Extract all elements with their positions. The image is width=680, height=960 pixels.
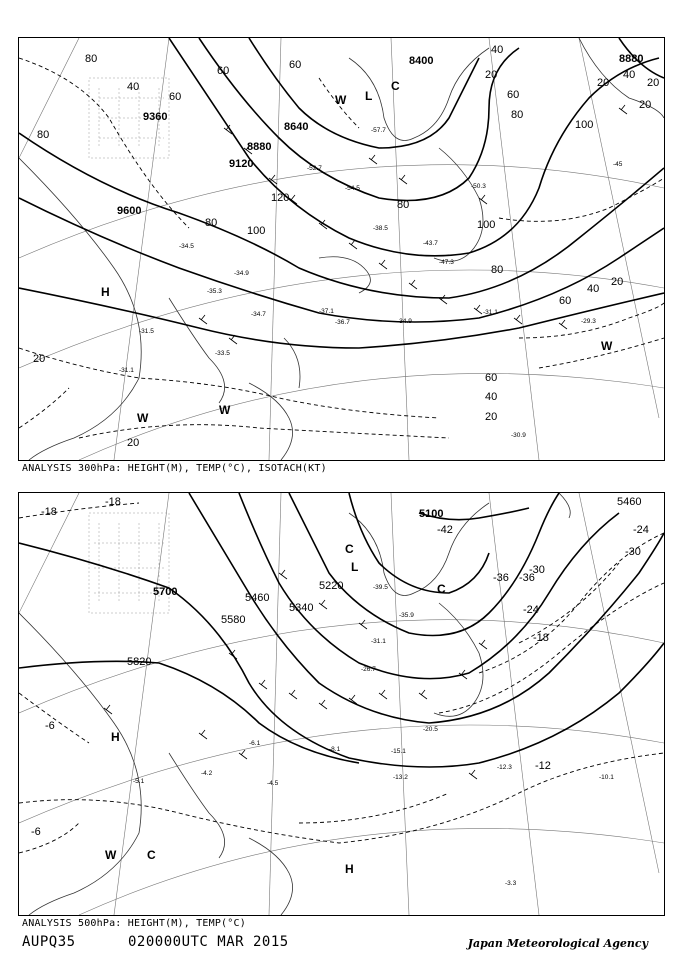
isotherm-label: -24: [633, 524, 649, 536]
warm-symbol: W: [137, 411, 149, 425]
low-pressure-symbol: L: [365, 89, 373, 103]
temperature-value: -36.7: [335, 319, 350, 326]
isotach-label: 120: [271, 192, 290, 204]
temperature-value: -5.1: [133, 778, 145, 785]
isotach-label: 60: [289, 59, 302, 71]
isotach-label: 100: [575, 119, 594, 131]
temperature-value: -45: [613, 161, 623, 168]
temperature-value: -34.9: [397, 318, 412, 325]
cold-symbol: C: [345, 542, 354, 556]
chart-caption-300hpa: ANALYSIS 300hPa: HEIGHT(M), TEMP(°C), ISOTACH(KT): [22, 463, 327, 474]
isotach-label: 20: [33, 353, 46, 365]
chart-caption-500hpa: ANALYSIS 500hPa: HEIGHT(M), TEMP(°C): [22, 918, 246, 929]
isotach-label: 20: [127, 437, 140, 449]
temperature-value: -6.1: [249, 740, 261, 747]
isotherm-label: -42: [437, 524, 453, 536]
cold-symbol: C: [147, 848, 156, 862]
temperature-value: -4.2: [201, 770, 213, 777]
temperature-value: -8.1: [329, 746, 341, 753]
height-label: 8640: [284, 121, 309, 133]
temperature-value: -52.7: [307, 165, 322, 172]
chart-300hpa: [18, 37, 665, 461]
high-pressure-symbol: H: [345, 862, 354, 876]
height-label: 9120: [229, 158, 254, 170]
isotach-label: 40: [491, 44, 504, 56]
isotach-label: 60: [169, 91, 182, 103]
isotherm-contours-500: [19, 503, 664, 853]
isotach-label: 20: [647, 77, 660, 89]
temperature-value: -34.5: [179, 243, 194, 250]
isotach-label: 20: [485, 69, 498, 81]
isotach-label: 100: [247, 225, 266, 237]
temperature-value: -35.3: [207, 288, 222, 295]
temperature-value: -39.5: [373, 584, 388, 591]
temperature-value: -31.1: [483, 309, 498, 316]
isotach-label: 60: [485, 372, 498, 384]
isotherm-label: -36: [519, 572, 535, 584]
isotach-label: 80: [491, 264, 504, 276]
isotherm-label: -18: [105, 496, 121, 508]
warm-symbol: W: [601, 339, 613, 353]
isotherm-label: -18: [533, 632, 549, 644]
temperature-value: -47.3: [439, 259, 454, 266]
temperature-value: -57.7: [371, 127, 386, 134]
warm-symbol: W: [335, 93, 347, 107]
temperature-value: -15.1: [391, 748, 406, 755]
isotach-label: 20: [597, 77, 610, 89]
isotach-label: 80: [85, 53, 98, 65]
isotach-label: 80: [37, 129, 50, 141]
temperature-value: -34.7: [251, 311, 266, 318]
temperature-value: -31.1: [371, 638, 386, 645]
cold-symbol: C: [391, 79, 400, 93]
temperature-value: -10.1: [599, 774, 614, 781]
temperature-value: -26.7: [361, 666, 376, 673]
high-pressure-symbol: H: [111, 730, 120, 744]
isotach-label: 60: [559, 295, 572, 307]
height-label: 5340: [289, 602, 314, 614]
isotherm-label: -18: [41, 506, 57, 518]
isotach-label: 60: [217, 65, 230, 77]
height-label: 5580: [221, 614, 246, 626]
temperature-value: -34.9: [234, 270, 249, 277]
map-500hpa: [19, 493, 664, 915]
low-pressure-symbol: L: [351, 560, 359, 574]
temperature-value: -3.3: [505, 880, 517, 887]
temperature-value: -12.3: [497, 764, 512, 771]
temperature-value: -37.1: [319, 308, 334, 315]
isotherm-label: -6: [31, 826, 41, 838]
height-label: 8880: [247, 141, 272, 153]
isotherm-label: -30: [529, 564, 545, 576]
high-pressure-symbol: H: [101, 285, 110, 299]
height-label: 5460: [617, 496, 642, 508]
isotach-label: 20: [485, 411, 498, 423]
isotach-label: 40: [623, 69, 636, 81]
temperature-value: -31.1: [119, 367, 134, 374]
height-label: 8400: [409, 55, 434, 67]
height-label: 5220: [319, 580, 344, 592]
temperature-value: -43.7: [423, 240, 438, 247]
hatching-500: [89, 513, 169, 613]
isotach-label: 80: [511, 109, 524, 121]
isotherm-label: -6: [45, 720, 55, 732]
temperature-value: -30.9: [511, 432, 526, 439]
agency-name: Japan Meteorological Agency: [467, 937, 648, 950]
cold-symbol: C: [437, 582, 446, 596]
temperature-value: -54.5: [345, 185, 360, 192]
height-label: 5700: [153, 586, 178, 598]
isotach-label: 20: [611, 276, 624, 288]
isotach-label: 60: [507, 89, 520, 101]
temperature-value: -33.5: [215, 350, 230, 357]
isotach-label: 40: [127, 81, 140, 93]
isotach-label: 80: [205, 217, 218, 229]
temperature-value: -29.3: [581, 318, 596, 325]
height-label: 5820: [127, 656, 152, 668]
isotach-label: 80: [397, 199, 410, 211]
temperature-value: -13.2: [393, 774, 408, 781]
height-label: 9360: [143, 111, 168, 123]
temperature-value: -35.9: [399, 612, 414, 619]
temperature-value: -4.5: [267, 780, 279, 787]
valid-time: 020000UTC MAR 2015: [128, 934, 289, 950]
isotherm-label: -12: [535, 760, 551, 772]
isotherm-label: -24: [523, 604, 539, 616]
product-code: AUPQ35: [22, 934, 76, 950]
warm-symbol: W: [219, 403, 231, 417]
isotach-label: 20: [639, 99, 652, 111]
isotherm-label: -36: [493, 572, 509, 584]
isotach-label: 100: [477, 219, 496, 231]
temperature-value: -31.5: [139, 328, 154, 335]
warm-symbol: W: [105, 848, 117, 862]
isotach-label: 40: [587, 283, 600, 295]
temperature-value: -50.3: [471, 183, 486, 190]
map-300hpa: [19, 38, 664, 460]
height-label: 8880: [619, 53, 644, 65]
chart-500hpa: [18, 492, 665, 916]
isotach-label: 40: [485, 391, 498, 403]
temperature-value: -20.5: [423, 726, 438, 733]
height-label: 5460: [245, 592, 270, 604]
height-label: 5100: [419, 508, 444, 520]
height-label: 9600: [117, 205, 142, 217]
temperature-value: -38.5: [373, 225, 388, 232]
isotherm-label: -30: [625, 546, 641, 558]
